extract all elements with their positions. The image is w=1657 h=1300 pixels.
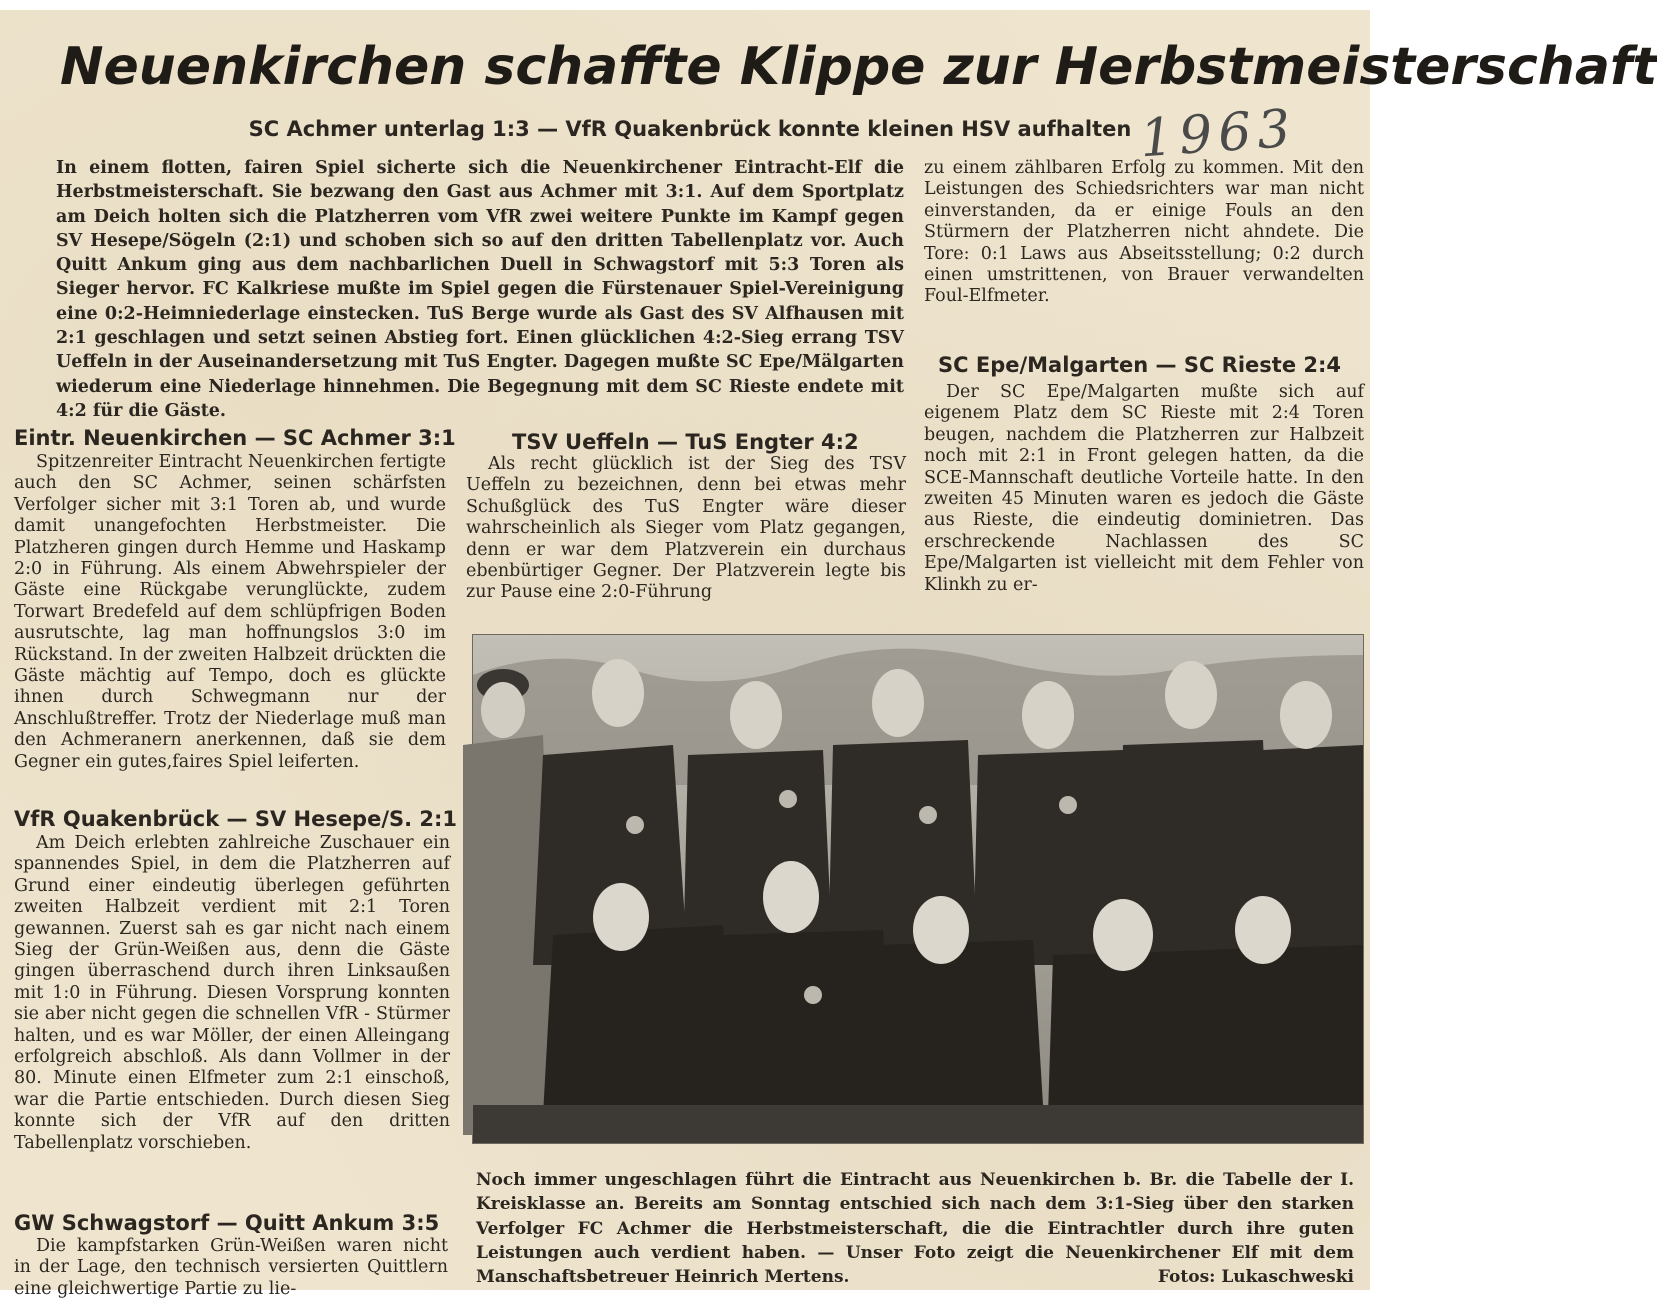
section-body-neuenkirchen	[14, 452, 446, 773]
section-body-quakenbrueck	[14, 833, 450, 1154]
section-heading-neuenkirchen: Eintr. Neuenkirchen — SC Achmer 3:1	[14, 426, 456, 450]
newspaper-clipping	[0, 10, 1657, 1299]
photo-caption	[476, 1168, 1354, 1289]
photo-credit: Fotos: Lukaschweski	[1157, 1267, 1354, 1288]
section-body-epe	[924, 382, 1364, 596]
section-text: Als recht glücklich ist der Sieg des TSV Ueffeln zu bezeichnen, denn bei etwas mehr Schußglück des TuS Engter wäre dieser wahrscheinlich als Sieger vom Platz gegangen, denn er war dem Platzverein ein durchaus ebenbürtiger Gegner. Der Platzverein legte bis zur Pause eine 2:0-Führung	[466, 454, 906, 603]
section-heading-epe: SC Epe/Malgarten — SC Rieste 2:4	[938, 353, 1341, 377]
section-text: Der SC Epe/Malgarten mußte sich auf eigenem Platz dem SC Rieste mit 2:4 Toren beugen, nachdem die Platzherren zur Halbzeit noch mit 2:1 in Front gelegen hatten, da die SCE-Mannschaft deutliche Vorteile hatte. In den zweiten 45 Minuten waren es jedoch die Gäste aus Rieste, die eindeutig dominietren. Das erschreckende Nachlassen des SC Epe/Malgarten ist vielleicht mit dem Fehler von Klinkh zu er-	[924, 382, 1364, 595]
section-text: Die kampfstarken Grün-Weißen waren nicht in der Lage, den technisch versierten Quittlern eine gleichwertige Partie zu lie-	[14, 1236, 448, 1299]
section-text: Am Deich erlebten zahlreiche Zuschauer ein spannendes Spiel, in dem die Platzherren auf Grund einer eindeutig überlegen geführten zweiten Halbzeit verdient mit 2:1 Toren gewannen. Zuerst sah es gar nicht nach einem Sieg der Grün-Weißen aus, denn die Gäste gingen überraschend durch ihren Linksaußen mit 1:0 in Führung. Diesen Vorsprung konnten sie aber nicht gegen die schnellen VfR - Stürmer halten, und es war Möller, der einen Alleingang erfolgreich abschloß. Als dann Vollmer in der 80. Minute einen Elfmeter zum 2:1 einschoß, war die Partie entschieden. Durch diesen Sieg konnte sich der VfR auf den dritten Tabellenplatz vorschieben.	[14, 833, 450, 1153]
team-photo-illustration	[473, 635, 1363, 1143]
section-body-schwagstorf	[14, 1236, 448, 1300]
team-photo	[472, 634, 1364, 1144]
section-heading-ueffeln: TSV Ueffeln — TuS Engter 4:2	[512, 430, 859, 454]
section-text: zu einem zählbaren Erfolg zu kommen. Mit den Leistungen des Schiedsrichters war man nicht einverstanden, da er einige Fouls an den Stürmern der Platzherren nicht ahndete. Die Tore: 0:1 Laws aus Abseitsstellung; 0:2 durch einen umstrittenen, von Brauer verwandelten Foul-Elfmeter.	[924, 158, 1364, 307]
section-text: Spitzenreiter Eintracht Neuenkirchen fertigte auch den SC Achmer, seinen schärfsten Verfolger sicher mit 3:1 Toren ab, und wurde damit unangefochten Herbstmeister. Die Platzheren gingen durch Hemme und Haskamp 2:0 in Führung. Als einem Abwehrspieler der Gäste eine Rückgabe verunglückte, zudem Torwart Bredefeld auf dem schlüpfrigen Boden ausrutschte, lag man hoffnungslos 3:0 im Rückstand. In der zweiten Halbzeit drückten die Gäste mächtig auf Tempo, doch es glückte ihnen durch Schwegmann nur der Anschlußtreffer. Trotz der Niederlage muß man den Achmeranern anerkennen, daß sie dem Gegner ein gutes,faires Spiel leiferten.	[14, 452, 446, 772]
article-headline: Neuenkirchen schaffte Klippe zur Herbstmeisterschaft	[60, 37, 1657, 97]
section-heading-quakenbrueck: VfR Quakenbrück — SV Hesepe/S. 2:1	[14, 807, 458, 831]
article-subheadline: SC Achmer unterlag 1:3 — VfR Quakenbrück konnte kleinen HSV aufhalten	[248, 117, 1132, 141]
section-body-ueffeln	[466, 454, 906, 604]
article-intro: In einem flotten, fairen Spiel sicherte sich die Neuenkirchener Eintracht-Elf die Herbstmeisterschaft. Sie bezwang den Gast aus Achmer mit 3:1. Auf dem Sportplatz am Deich holten sich die Platzherren vom VfR zwei weitere Punkte im Kampf gegen SV Hesepe/Sögeln (2:1) und schoben sich so auf den dritten Tabellenplatz vor. Auch Quitt Ankum ging aus dem nachbarlichen Duell in Schwagstorf mit 5:3 Toren als Sieger hervor. FC Kalkriese mußte im Spiel gegen die Fürstenauer Spiel-Vereinigung eine 0:2-Heimniederlage einstecken. TuS Berge wurde als Gast des SV Alfhausen mit 2:1 geschlagen und setzt seinen Abstieg fort. Einen glücklichen 4:2-Sieg errang TSV Ueffeln in der Auseinandersetzung mit TuS Engter. Dagegen mußte SC Epe/Mälgarten wiederum eine Niederlage hinnehmen. Die Begegnung mit dem SC Rieste endete mit 4:2 für die Gäste.	[56, 158, 904, 421]
section-body-ueffeln-continued	[924, 158, 1364, 308]
caption-text: Noch immer ungeschlagen führt die Eintracht aus Neuenkirchen b. Br. die Tabelle der I. Kreisklasse an. Bereits am Sonntag entschied sich nach dem 3:1-Sieg über den starken Verfolger FC Achmer die Herbstmeisterschaft, die die Eintrachtler durch ihre guten Leistungen auch verdient haben. — Unser Foto zeigt die Neuenkirchener Elf mit dem Manschaftsbetreuer Heinrich Mertens.	[476, 1170, 1354, 1288]
handwritten-year: 1963	[1138, 98, 1299, 170]
section-heading-schwagstorf: GW Schwagstorf — Quitt Ankum 3:5	[14, 1211, 440, 1235]
